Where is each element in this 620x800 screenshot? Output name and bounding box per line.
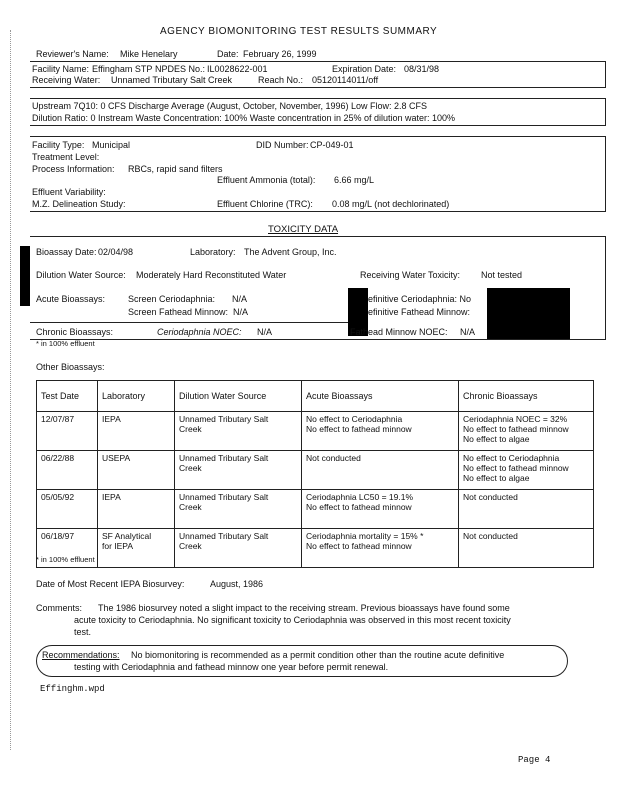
bioassay-date: 02/04/98: [98, 247, 134, 257]
other-bioassays-heading: Other Bioassays:: [36, 362, 105, 372]
date-label: Date:: [217, 49, 239, 59]
redaction-bar: [487, 288, 570, 340]
chronic-bioassays-label: Chronic Bioassays:: [36, 327, 114, 337]
process-info: RBCs, rapid sand filters: [128, 164, 223, 174]
lab-cell: SF Analytical for IEPA: [98, 529, 175, 568]
biosurvey-date: August, 1986: [210, 579, 264, 589]
comments-line-3: test.: [74, 627, 92, 637]
chronic-cell: No effect to Ceriodaphnia No effect to fathead minnow No effect to algae: [459, 451, 594, 490]
divider: [30, 322, 348, 323]
definitive-fathead-label: efinitive Fathead Minnow:: [368, 307, 471, 317]
screen-cerio-label: Screen Ceriodaphnia:: [128, 294, 216, 304]
acute-cell: Not conducted: [302, 451, 459, 490]
test-date: 05/05/92: [37, 490, 98, 529]
toxicity-footnote: * in 100% effluent: [36, 339, 95, 348]
reach-label: Reach No.:: [258, 75, 304, 85]
reach-number: 05120114011/off: [312, 75, 379, 85]
receiving-water: Unnamed Tributary Salt Creek: [111, 75, 233, 85]
page-number: Page 4: [518, 755, 551, 765]
facility-type-label: Facility Type:: [32, 140, 85, 150]
comments-label: Comments:: [36, 603, 83, 613]
npdes-label: NPDES No.:: [155, 64, 206, 74]
divider: [605, 61, 606, 87]
biosurvey-label: Date of Most Recent IEPA Biosurvey:: [36, 579, 185, 589]
chronic-fathead-label: Fathead Minnow NOEC:: [350, 327, 448, 337]
lab-cell: USEPA: [98, 451, 175, 490]
divider: [605, 136, 606, 211]
water-cell: Unnamed Tributary Salt Creek: [175, 412, 302, 451]
chronic-cell: Ceriodaphnia NOEC = 32% No effect to fathead minnow No effect to algae: [459, 412, 594, 451]
divider: [30, 87, 606, 88]
divider: [30, 236, 606, 237]
laboratory-name: The Advent Group, Inc.: [244, 247, 337, 257]
recommendations-line-2: testing with Ceriodaphnia and fathead minnow one year before permit renewal.: [74, 662, 389, 672]
ammonia-value: 6.66 mg/L: [334, 175, 375, 185]
facility-name-label: Facility Name:: [32, 64, 90, 74]
divider: [30, 125, 606, 126]
bioassay-date-label: Bioassay Date:: [36, 247, 97, 257]
recommendations-label: Recommendations:: [42, 650, 120, 660]
did-label: DID Number:: [256, 140, 309, 150]
table-row: [37, 529, 594, 568]
flow-line-2: Dilution Ratio: 0 Instream Waste Concentration: 100% Waste concentration in 25% of dilution water: 100%: [32, 113, 456, 123]
test-date: 06/22/88: [37, 451, 98, 490]
divider: [605, 98, 606, 125]
acute-cell: No effect to Ceriodaphnia No effect to fathead minnow: [302, 412, 459, 451]
chronic-cell: Not conducted: [459, 529, 594, 568]
column-header: Acute Bioassays: [302, 381, 459, 412]
variability-label: Effluent Variability:: [32, 187, 106, 197]
expiration-date: 08/31/98: [404, 64, 440, 74]
table-footnote: * in 100% effluent: [36, 555, 95, 564]
acute-bioassays-label: Acute Bioassays:: [36, 294, 106, 304]
receiving-toxicity: Not tested: [481, 270, 523, 280]
screen-fathead-label: Screen Fathead Minnow:: [128, 307, 229, 317]
divider: [30, 339, 606, 340]
facility-type: Municipal: [92, 140, 131, 150]
water-cell: Unnamed Tributary Salt Creek: [175, 529, 302, 568]
process-label: Process Information:: [32, 164, 115, 174]
lab-cell: IEPA: [98, 490, 175, 529]
laboratory-label: Laboratory:: [190, 247, 236, 257]
file-name: Effinghm.wpd: [40, 684, 105, 694]
table-row: [37, 412, 594, 451]
chronic-fathead-value: N/A: [460, 327, 476, 337]
screen-fathead-value: N/A: [233, 307, 249, 317]
flow-line-1: Upstream 7Q10: 0 CFS Discharge Average (August, October, November, 1996) Low Flow: 2.8 CFS: [32, 101, 428, 111]
definitive-cerio-label: efinitive Ceriodaphnia: No: [368, 294, 472, 304]
test-date: 06/18/97: [37, 529, 98, 568]
page-title: AGENCY BIOMONITORING TEST RESULTS SUMMARY: [160, 26, 438, 37]
table-row: [37, 451, 594, 490]
scan-edge: [10, 30, 11, 750]
did-number: CP-049-01: [310, 140, 354, 150]
divider: [30, 61, 606, 62]
divider: [30, 211, 606, 212]
dilution-source: Moderately Hard Reconstituted Water: [136, 270, 287, 280]
divider: [605, 236, 606, 340]
toxicity-heading: TOXICITY DATA: [268, 224, 339, 235]
test-date: 12/07/87: [37, 412, 98, 451]
chlorine-label: Effluent Chlorine (TRC):: [217, 199, 313, 209]
receiving-water-label: Receiving Water:: [32, 75, 101, 85]
comments-line-1: The 1986 biosurvey noted a slight impact to the receiving stream. Previous bioassays have found some: [98, 603, 510, 613]
divider: [30, 136, 606, 137]
expiration-label: Expiration Date:: [332, 64, 397, 74]
chlorine-value: 0.08 mg/L (not dechlorinated): [332, 199, 450, 209]
recommendations-line-1: No biomonitoring is recommended as a permit condition other than the routine acute definitive: [131, 650, 505, 660]
acute-cell: Ceriodaphnia mortality = 15% * No effect to fathead minnow: [302, 529, 459, 568]
water-cell: Unnamed Tributary Salt Creek: [175, 451, 302, 490]
chronic-cerio-label: Ceriodaphnia NOEC:: [157, 327, 242, 337]
table-header-row: [37, 381, 594, 412]
reviewer-label: Reviewer's Name:: [36, 49, 109, 59]
screen-cerio-value: N/A: [232, 294, 248, 304]
lab-cell: IEPA: [98, 412, 175, 451]
chronic-cerio-value: N/A: [257, 327, 273, 337]
facility-name: Effingham STP: [92, 64, 153, 74]
redaction-bar: [20, 246, 30, 306]
ammonia-label: Effluent Ammonia (total):: [217, 175, 316, 185]
chronic-cell: Not conducted: [459, 490, 594, 529]
column-header: Dilution Water Source: [175, 381, 302, 412]
reviewer-name: Mike Henelary: [120, 49, 178, 59]
divider: [30, 98, 606, 99]
receiving-toxicity-label: Receiving Water Toxicity:: [360, 270, 461, 280]
review-date: February 26, 1999: [243, 49, 317, 59]
treatment-level-label: Treatment Level:: [32, 152, 100, 162]
dilution-label: Dilution Water Source:: [36, 270, 126, 280]
column-header: Chronic Bioassays: [459, 381, 594, 412]
column-header: Laboratory: [98, 381, 175, 412]
mz-study-label: M.Z. Delineation Study:: [32, 199, 126, 209]
other-bioassays-table: [36, 380, 594, 568]
comments-line-2: acute toxicity to Ceriodaphnia. No significant toxicity to Ceriodaphnia was observed in this most recent toxicity: [74, 615, 511, 625]
water-cell: Unnamed Tributary Salt Creek: [175, 490, 302, 529]
column-header: Test Date: [37, 381, 98, 412]
acute-cell: Ceriodaphnia LC50 = 19.1% No effect to fathead minnow: [302, 490, 459, 529]
table-row: [37, 490, 594, 529]
npdes-number: IL0028622-001: [207, 64, 268, 74]
